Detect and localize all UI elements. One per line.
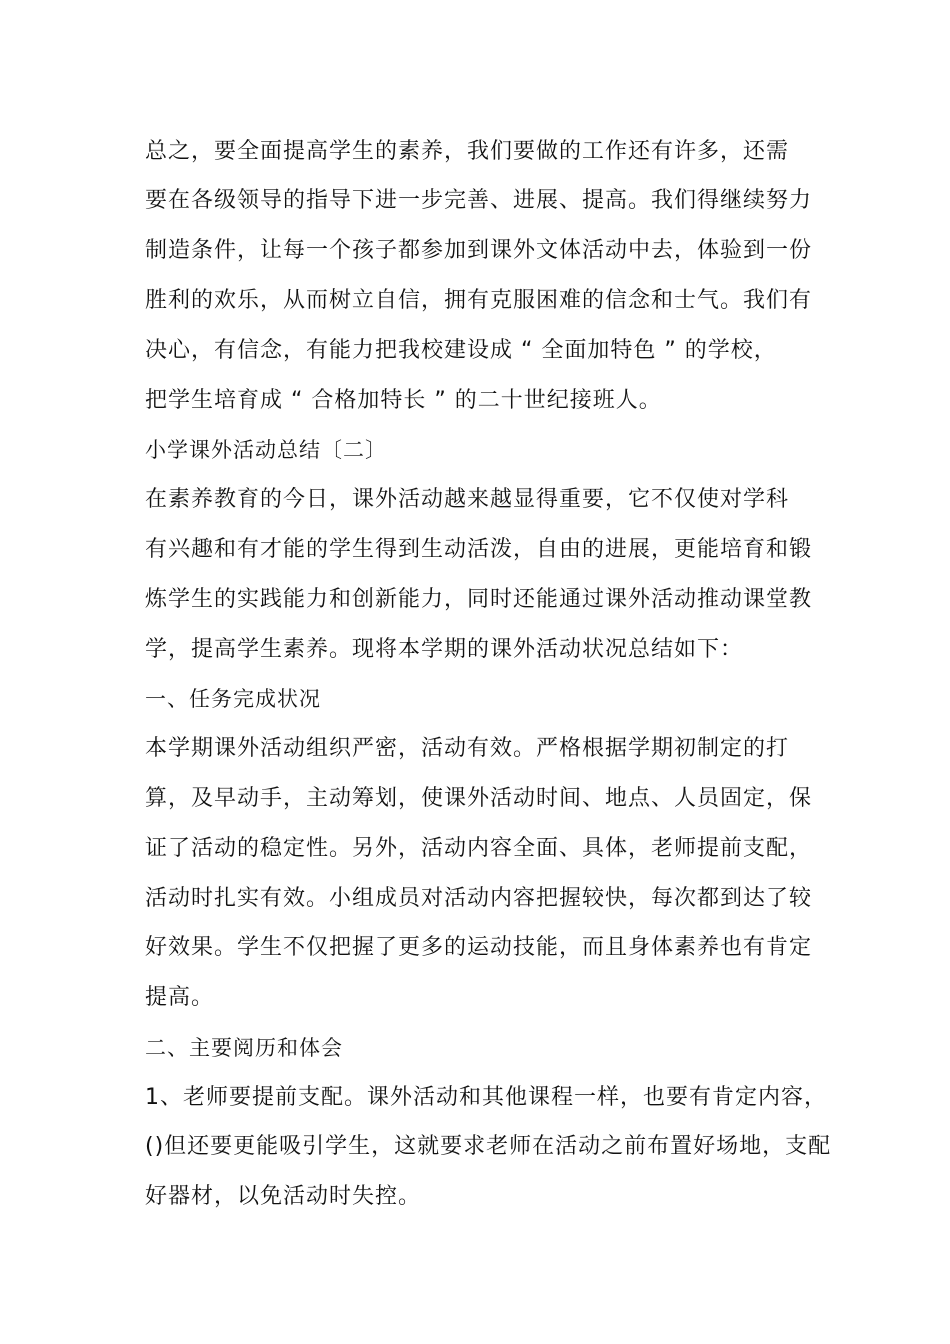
paragraph-line: 学，提高学生素养。现将本学期的课外活动状况总结如下： (145, 637, 744, 662)
paragraph-line: 证了活动的稳定性。另外，活动内容全面、具体，老师提前支配， (145, 836, 813, 861)
paragraph-line: 把学生培育成 “ 合格加特长 ” 的二十世纪接班人。 (145, 388, 662, 413)
paragraph-line: 要在各级领导的指导下进一步完善、进展、提高。我们得继续努力 (145, 188, 813, 213)
paragraph-line: 制造条件，让每一个孩子都参加到课外文体活动中去，体验到一份 (145, 238, 813, 263)
paragraph-line: 有兴趣和有才能的学生得到生动活泼，自由的进展，更能培育和锻 (145, 537, 813, 562)
section-heading: 一、任务完成状况 (145, 687, 321, 711)
paragraph-line: ()但还要更能吸引学生，这就要求老师在活动之前布置好场地，支配 (145, 1134, 832, 1159)
paragraph-line: 好效果。学生不仅把握了更多的运动技能，而且身体素养也有肯定 (145, 935, 813, 960)
paragraph-line: 1、老师要提前支配。课外活动和其他课程一样，也要有肯定内容， (145, 1085, 827, 1110)
section-heading: 二、主要阅历和体会 (145, 1036, 343, 1060)
section-title: 小学课外活动总结〔二〕 (145, 438, 387, 462)
paragraph-line: 活动时扎实有效。小组成员对活动内容把握较快，每次都到达了较 (145, 886, 813, 911)
paragraph-line: 总之，要全面提高学生的素养，我们要做的工作还有许多，还需 (145, 139, 790, 164)
paragraph-line: 好器材，以免活动时失控。 (145, 1184, 422, 1209)
paragraph-line: 胜利的欢乐，从而树立自信，拥有克服困难的信念和士气。我们有 (145, 288, 813, 313)
paragraph-line: 本学期课外活动组织严密，活动有效。严格根据学期初制定的打 (145, 736, 790, 761)
paragraph-line: 算，及早动手，主动筹划，使课外活动时间、地点、人员固定，保 (145, 786, 813, 811)
paragraph-line: 炼学生的实践能力和创新能力，同时还能通过课外活动推动课堂教 (145, 587, 813, 612)
paragraph-line: 提高。 (145, 985, 215, 1010)
paragraph-line: 决心，有信念，有能力把我校建设成 “ 全面加特色 ” 的学校， (145, 338, 777, 363)
paragraph-line: 在素养教育的今日，课外活动越来越显得重要，它不仅使对学科 (145, 487, 790, 512)
